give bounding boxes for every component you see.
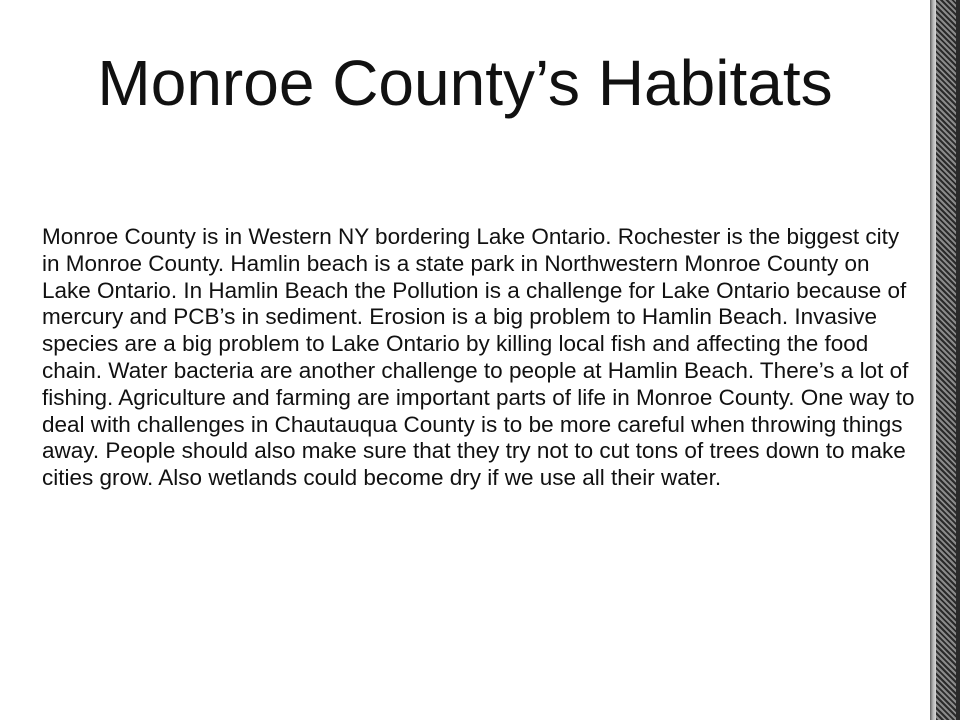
slide-title: Monroe County’s Habitats bbox=[97, 47, 833, 119]
decorative-side-border bbox=[930, 0, 960, 720]
side-border-edge bbox=[956, 0, 960, 720]
side-border-highlight bbox=[930, 0, 936, 720]
slide-body-text: Monroe County is in Western NY bordering Lake Ontario. Rochester is the biggest city in Monroe County. Hamlin beach is a state park in Northwestern Monroe County on Lake Ontario. In Hamlin Beach the Pollution is a challenge for Lake Ontario because of mercury and PCB’s in sediment. Erosion is a big problem to Hamlin Beach. Invasive species are a big problem to Lake Ontario by killing local fish and affecting the food chain. Water bacteria are another challenge to people at Hamlin Beach. There’s a lot of fishing. Agriculture and farming are important parts of life in Monroe County. One way to deal with challenges in Chautauqua County is to be more careful when throwing things away. People should also make sure that they try not to cut tons of trees down to make cities grow. Also wetlands could become dry if we use all their water. bbox=[42, 224, 915, 491]
